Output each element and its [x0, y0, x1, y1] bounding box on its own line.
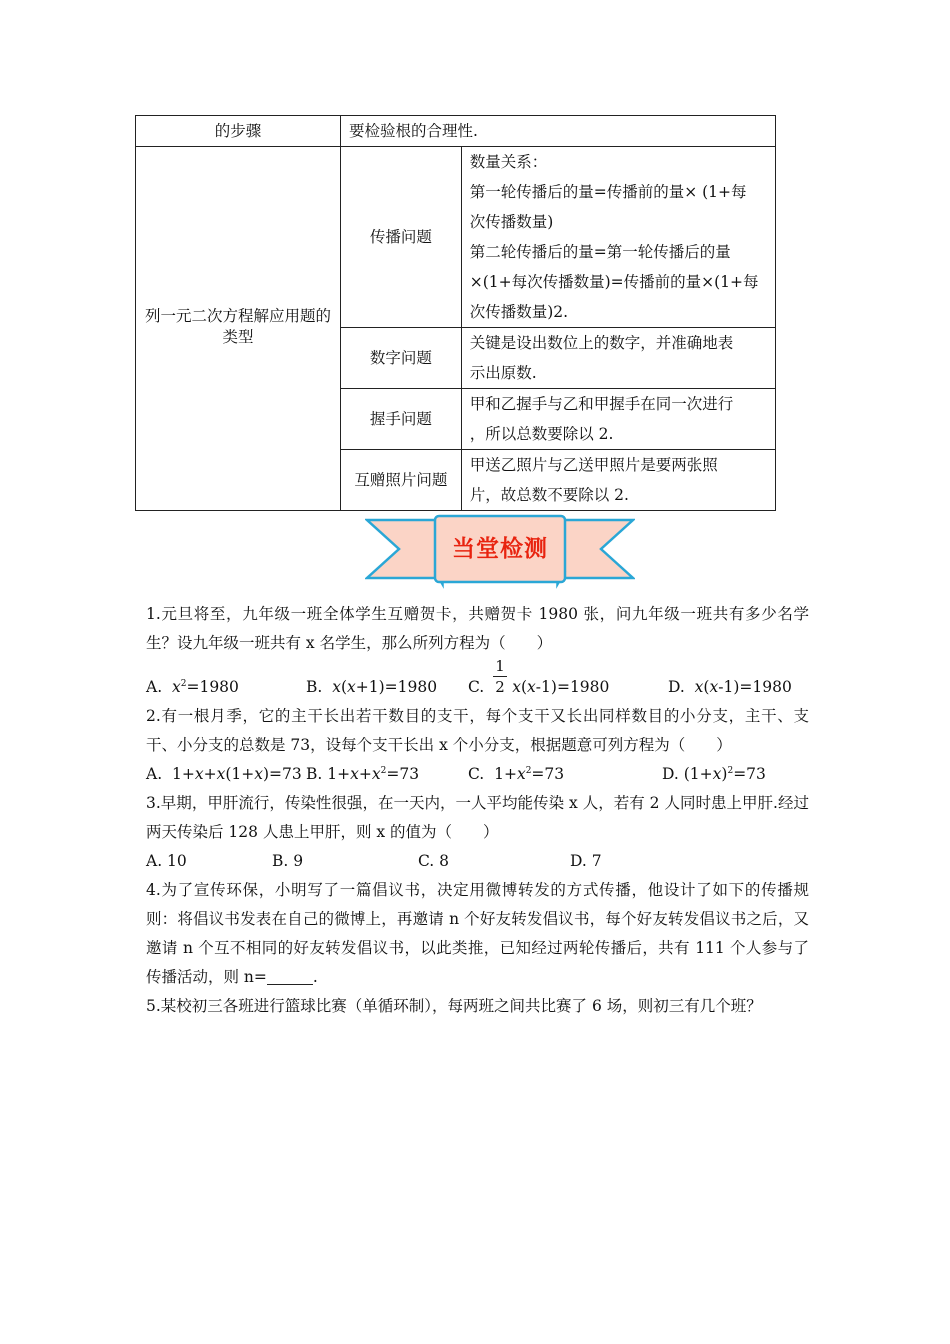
type-name-cell: 互赠照片问题 — [341, 450, 462, 511]
question-5: 5.某校初三各班进行篮球比赛（单循环制），每两班之间共比赛了 6 场，则初三有几个班？ — [146, 997, 762, 1015]
types-label-cell — [136, 147, 341, 511]
desc-line: ，所以总数要除以 2. — [469, 425, 614, 443]
option-label: A. — [146, 765, 163, 783]
fraction-one-half — [493, 656, 507, 697]
desc-line: 第一轮传播后的量=传播前的量× (1+每 — [469, 183, 747, 201]
type-desc-cell — [461, 147, 775, 328]
desc-line: 关键是设出数位上的数字，并准确地表 — [469, 334, 734, 352]
desc-line: 数量关系： — [469, 153, 548, 171]
type-name-cell: 数字问题 — [341, 328, 462, 389]
question-3-options — [146, 847, 809, 876]
ribbon-right-tail — [557, 520, 633, 578]
option-c: C. x(x-1)=1980 — [468, 678, 610, 696]
types-label: 列一元二次方程解应用题的类型 — [144, 306, 331, 346]
desc-line: 次传播数量) — [469, 213, 554, 231]
option-a: A. $x^2=1980$ — [146, 678, 239, 696]
question-3: 3.早期，甲肝流行，传染性很强，在一天内，一人平均能传染 x 人，若有 2 人同时患上甲肝.经过两天传染后 128 人患上甲肝，则 x 的值为（ ） — [146, 794, 809, 841]
question-4-text: 4.为了宣传环保，小明写了一篇倡议书，决定用微博转发的方式传播，他设计了如下的传播规则：将倡议书发表在自己的微博上，再邀请 n 个好友转发倡议书，每个好友转发倡议书之后，又邀请 n 个互不相同的好友转发倡议书，以此类推，已知经过两轮传播后，共有 111 个人参与了传播活动，则 n= — [146, 881, 809, 986]
answer-blank[interactable] — [267, 966, 313, 985]
question-1-options — [146, 658, 809, 702]
banner-title: 当堂检测 — [452, 536, 548, 562]
option-label: C. — [468, 678, 485, 696]
option-tail: =1980 — [556, 678, 610, 696]
type-name-cell: 握手问题 — [341, 389, 462, 450]
option-b: B. $1+x+x^2=73$ — [306, 765, 420, 783]
option-c: C. 8 — [418, 852, 450, 870]
fraction-numerator: 1 — [493, 656, 507, 677]
question-1: 1.元旦将至，九年级一班全体学生互赠贺卡，共赠贺卡 1980 张，问九年级一班共有多少名学生？设九年级一班共有 x 名学生，那么所列方程为（ ） — [146, 605, 809, 652]
option-a: A. 10 — [146, 852, 187, 870]
option-tail: =73 — [269, 765, 302, 783]
desc-line: ×(1+每次传播数量)=传播前的量×(1+每 — [469, 273, 759, 291]
option-b: B. 9 — [272, 852, 304, 870]
option-tail: =73 — [531, 765, 565, 783]
desc-line: 甲送乙照片与乙送甲照片是要两张照 — [469, 456, 718, 474]
section-banner — [365, 512, 635, 592]
desc-line: 甲和乙握手与乙和甲握手在同一次进行 — [469, 395, 734, 413]
question-2: 2.有一根月季，它的主干长出若干数目的支干，每个支干又长出同样数目的小分支，主干、支干、小分支的总数是 73，设每个支干长出 x 个小分支，根据题意可列方程为（ ） — [146, 707, 809, 754]
questions-section — [146, 600, 809, 1021]
option-d: D. 7 — [570, 852, 602, 870]
type-desc-cell — [461, 389, 775, 450]
option-tail: =1980 — [186, 678, 239, 696]
type-name-cell: 传播问题 — [341, 147, 462, 328]
desc-line: 第二轮传播后的量=第一轮传播后的量 — [469, 243, 731, 261]
summary-table — [135, 115, 776, 511]
option-d: D. x(x-1)=1980 — [668, 678, 792, 696]
table-row — [136, 147, 776, 328]
type-desc-cell — [461, 450, 775, 511]
steps-label-cell: 的步骤 — [136, 116, 341, 147]
desc-line: 次传播数量)2. — [469, 303, 569, 321]
question-4 — [146, 876, 809, 992]
table-row — [136, 116, 776, 147]
ribbon-left-tail — [367, 520, 443, 578]
option-b: B. x(x+1)=1980 — [306, 678, 438, 696]
option-c: C. $1+x^2=73$ — [468, 765, 565, 783]
question-2-options — [146, 760, 809, 789]
option-label: D. — [668, 678, 685, 696]
desc-line: 片，故总数不要除以 2. — [469, 486, 629, 504]
option-a: A. 1+x+x(1+x)=73 — [146, 765, 302, 783]
steps-content-cell: 要检验根的合理性. — [341, 116, 776, 147]
fraction-denominator: 2 — [495, 678, 505, 696]
option-tail: =1980 — [384, 678, 438, 696]
option-label: D. — [662, 765, 679, 783]
option-label: B. — [306, 678, 323, 696]
option-label: A. — [146, 678, 163, 696]
option-tail: =73 — [733, 765, 766, 783]
option-label: C. — [468, 765, 485, 783]
option-tail: =73 — [386, 765, 420, 783]
option-tail: =1980 — [739, 678, 792, 696]
type-desc-cell — [461, 328, 775, 389]
option-label: B. — [306, 765, 323, 783]
option-d: D. $(1+x)^2=73$ — [662, 765, 766, 783]
desc-line: 示出原数. — [469, 364, 537, 382]
question-4-end: . — [312, 968, 318, 986]
